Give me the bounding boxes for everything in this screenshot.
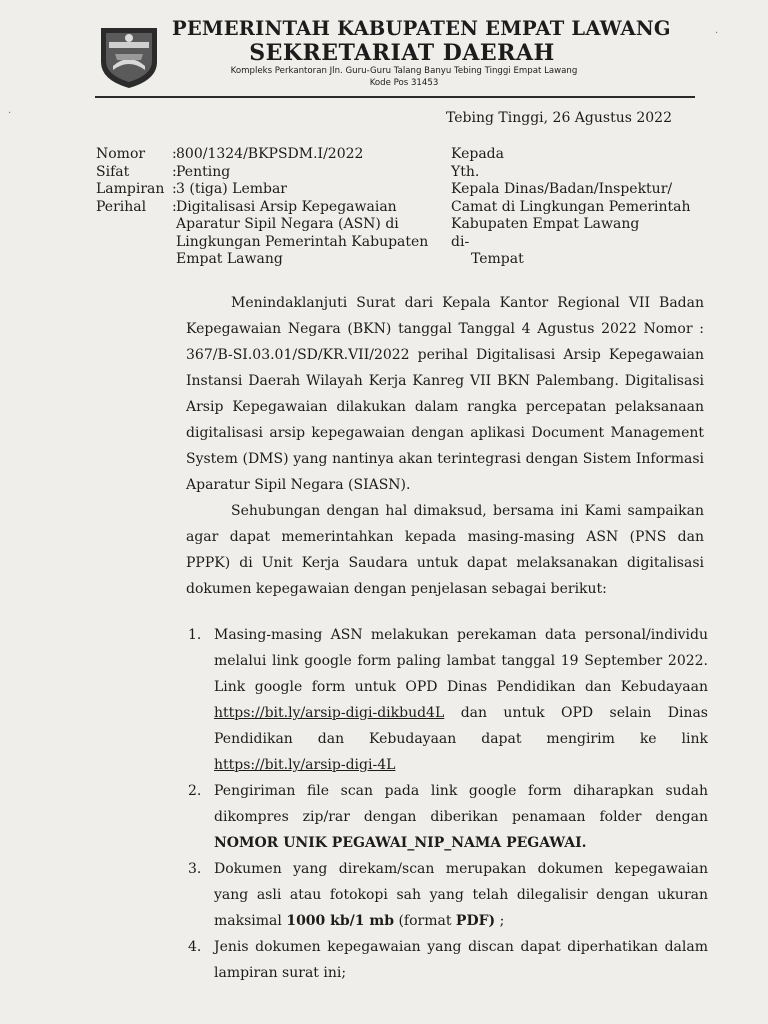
addressee-line: Yth. [451, 163, 480, 180]
folder-naming-format: NOMOR UNIK PEGAWAI_NIP_NAMA PEGAWAI. [214, 835, 587, 851]
letter-date: Tebing Tinggi, 26 Agustus 2022 [446, 110, 672, 126]
google-form-link-dikbud[interactable]: https://bit.ly/arsip-digi-dikbud4L [214, 705, 445, 721]
regency-emblem-icon [95, 22, 163, 90]
meta-value: 800/1324/BKPSDM.I/2022 [176, 146, 364, 162]
body-paragraph-1: Menindaklanjuti Surat dari Kepala Kantor Regional VII Badan Kepegawaian Negara (BKN) tanggal Tanggal 4 Agustus 2022 Nomor : 367/B-SI.03.01/SD/KR.VII/2022 perihal Digitalisasi Arsip Kepegawaian Instansi Daerah Wilayah Kerja Kanreg VII BKN Palembang. Digitalisasi Arsip Kepegawaian dilakukan dalam rangka percepatan pelaksanaan digitalisasi arsip kepegawaian dengan aplikasi Document Management System (DMS) yang nantinya akan terintegrasi dengan Sistem Informasi Aparatur Sipil Negara (SIASN). [186, 295, 704, 493]
meta-row-subject: Perihal : Digitalisasi Arsip Kepegawaian Aparatur Sipil Negara (ASN) di Lingkungan Pemerintah Kabupaten Empat Lawang [96, 199, 434, 269]
list-item: 3. Dokumen yang direkam/scan merupakan dokumen kepegawaian yang asli atau fotokopi sah yang telah dilegalisir dengan ukuran maksimal 1000 kb/1 mb (format PDF) ; [188, 856, 708, 934]
meta-value: Penting [176, 163, 231, 180]
addressee-line: Camat di Lingkungan Pemerintah [451, 198, 691, 215]
list-item: 1. Masing-masing ASN melakukan perekaman data personal/individu melalui link google form paling lambat tanggal 19 September 2022. Link google form untuk OPD Dinas Pendidikan dan Kebudayaan https://bit.ly/arsip-digi-dikbud4L dan untuk OPD selain Dinas Pendidikan dan Kebudayaan dapat mengirim ke link https://bit.ly/arsip-digi-4L [188, 622, 708, 778]
addressee-line: Kabupaten Empat Lawang [451, 216, 640, 232]
addressee-line: di- [451, 233, 470, 250]
letter-body [186, 290, 704, 602]
office-name: SEKRETARIAT DAERAH [249, 40, 555, 66]
meta-label: Perihal [96, 198, 147, 215]
addressee-line: Tempat [471, 251, 524, 267]
office-postcode: Kode Pos 31453 [369, 78, 439, 88]
meta-row-number: Nomor : 800/1324/BKPSDM.I/2022 [96, 146, 434, 164]
list-number: 2. [188, 783, 202, 799]
meta-row-attachment: Lampiran : 3 (tiga) Lembar [96, 181, 434, 199]
addressee-line: Kepada [451, 146, 504, 162]
meta-label: Nomor [96, 146, 146, 162]
addressee-block [451, 146, 691, 269]
max-file-size: 1000 kb/1 mb [286, 913, 394, 929]
list-item: 2. Pengiriman file scan pada link google form diharapkan sudah dikompres zip/rar dengan diberikan penamaan folder dengan NOMOR UNIK PEGAWAI_NIP_NAMA PEGAWAI. [188, 778, 708, 856]
meta-label: Lampiran [96, 181, 165, 197]
agency-name: PEMERINTAH KABUPATEN EMPAT LAWANG [172, 17, 671, 40]
letter-meta [96, 146, 434, 269]
list-number: 1. [188, 627, 202, 643]
meta-row-nature: Sifat : Penting [96, 164, 434, 182]
addressee-line: Kepala Dinas/Badan/Inspektur/ [451, 181, 673, 197]
file-format: PDF) [455, 913, 496, 929]
meta-label: Sifat [96, 163, 130, 180]
meta-value: 3 (tiga) Lembar [176, 181, 288, 197]
instruction-list [188, 622, 708, 986]
office-address: Kompleks Perkantoran Jln. Guru-Guru Talang Banyu Tebing Tinggi Empat Lawang [230, 66, 578, 76]
letterhead-divider [95, 96, 695, 98]
list-number: 3. [188, 861, 202, 877]
scan-speck: · [715, 28, 719, 39]
list-item: 4. Jenis dokumen kepegawaian yang discan dapat diperhatikan dalam lampiran surat ini; [188, 934, 708, 986]
list-number: 4. [188, 939, 202, 955]
scan-speck: · [8, 108, 12, 119]
body-paragraph-2: Sehubungan dengan hal dimaksud, bersama ini Kami sampaikan agar dapat memerintahkan kepada masing-masing ASN (PNS dan PPPK) di Unit Kerja Saudara untuk dapat melaksanakan digitalisasi dokumen kepegawaian dengan penjelasan sebagai berikut: [186, 503, 704, 597]
meta-value: Digitalisasi Arsip Kepegawaian Aparatur Sipil Negara (ASN) di Lingkungan Pemerintah Kabupaten Empat Lawang [176, 198, 429, 267]
google-form-link-general[interactable]: https://bit.ly/arsip-digi-4L [214, 757, 396, 773]
